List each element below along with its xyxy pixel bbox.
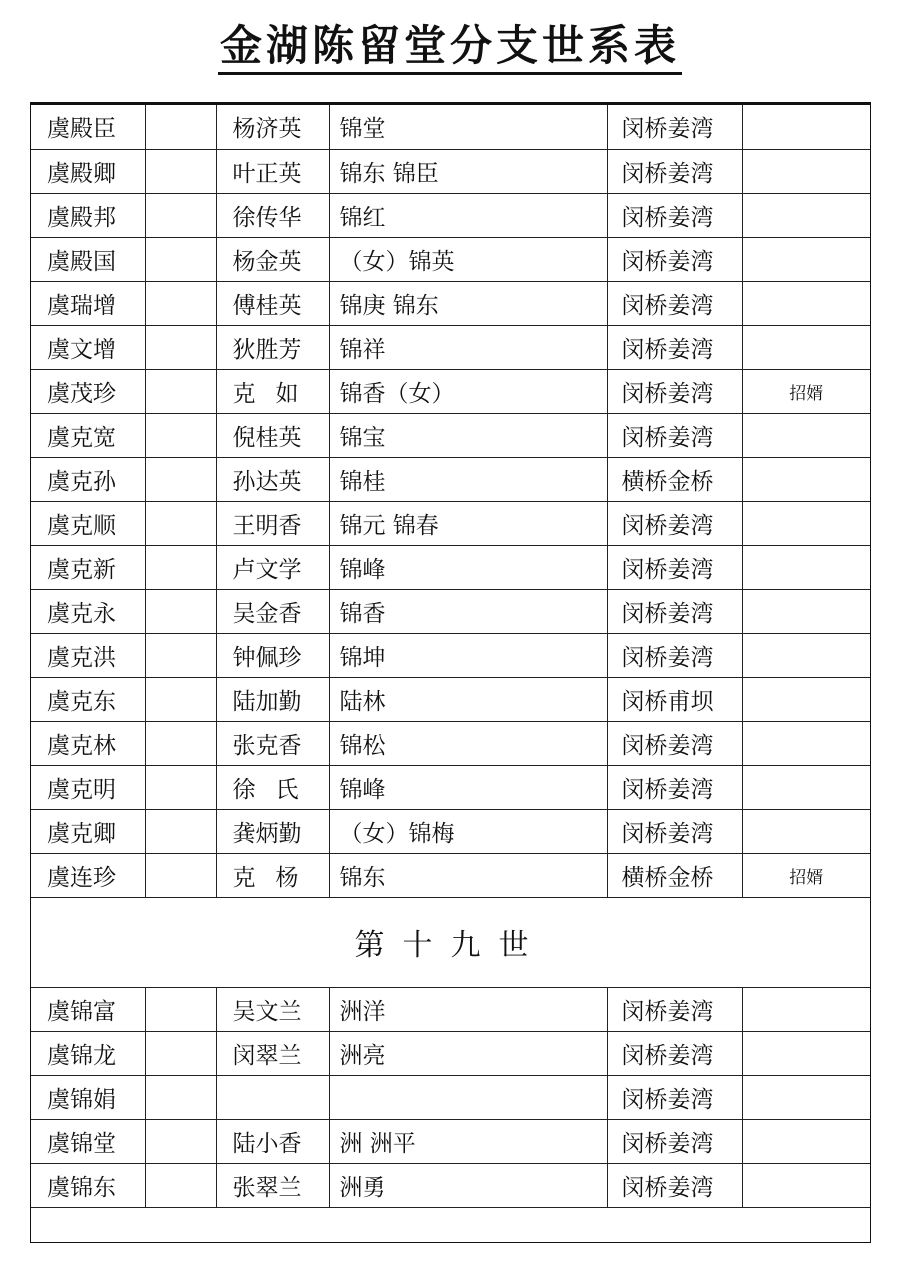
residence-cell: 闵桥姜湾 [607, 369, 742, 413]
member-name-cell: 虞克林 [31, 721, 145, 765]
children-cell: 锦坤 [329, 633, 607, 677]
member-name-cell: 虞殿邦 [31, 193, 145, 237]
spouse-name-cell: 张克香 [216, 721, 329, 765]
blank-cell [145, 1031, 216, 1075]
children-cell: 锦峰 [329, 545, 607, 589]
table-row [31, 987, 870, 1031]
blank-cell [145, 809, 216, 853]
member-name-cell: 虞锦龙 [31, 1031, 145, 1075]
blank-cell [145, 193, 216, 237]
table-row [31, 369, 870, 413]
page-title: 金湖陈留堂分支世系表 [218, 20, 682, 75]
table-row [31, 1163, 870, 1207]
blank-cell [145, 677, 216, 721]
spouse-name-cell: 王明香 [216, 501, 329, 545]
table-row [31, 1119, 870, 1163]
member-name-cell: 虞克新 [31, 545, 145, 589]
note-cell [742, 413, 870, 457]
table-row [31, 325, 870, 369]
residence-cell: 闵桥姜湾 [607, 1031, 742, 1075]
note-cell [742, 1119, 870, 1163]
blank-cell [145, 765, 216, 809]
blank-cell [145, 501, 216, 545]
residence-cell: 闵桥姜湾 [607, 987, 742, 1031]
spouse-name-cell [216, 1075, 329, 1119]
spouse-name-cell: 克如 [216, 369, 329, 413]
member-name-cell: 虞连珍 [31, 853, 145, 897]
member-name-cell: 虞锦娟 [31, 1075, 145, 1119]
children-cell: 锦宝 [329, 413, 607, 457]
residence-cell: 闵桥姜湾 [607, 237, 742, 281]
table-row [31, 765, 870, 809]
member-name-cell: 虞克东 [31, 677, 145, 721]
table-row [31, 105, 870, 149]
table-row [31, 721, 870, 765]
children-cell: 陆林 [329, 677, 607, 721]
residence-cell: 闵桥姜湾 [607, 149, 742, 193]
member-name-cell: 虞克宽 [31, 413, 145, 457]
page-title-wrap [0, 14, 900, 80]
residence-cell: 闵桥姜湾 [607, 1075, 742, 1119]
spouse-name-cell: 狄胜芳 [216, 325, 329, 369]
spouse-name-cell: 卢文学 [216, 545, 329, 589]
children-cell: 洲洋 [329, 987, 607, 1031]
spouse-name-cell: 叶正英 [216, 149, 329, 193]
children-cell: 洲 洲平 [329, 1119, 607, 1163]
member-name-cell: 虞锦富 [31, 987, 145, 1031]
note-cell [742, 1163, 870, 1207]
table-row [31, 809, 870, 853]
children-cell: 锦香（女） [329, 369, 607, 413]
children-cell [329, 1075, 607, 1119]
blank-cell [145, 237, 216, 281]
residence-cell: 闵桥姜湾 [607, 501, 742, 545]
note-cell [742, 1075, 870, 1119]
note-cell [742, 765, 870, 809]
blank-cell [145, 105, 216, 149]
genealogy-table-frame [30, 102, 871, 1243]
residence-cell: 闵桥姜湾 [607, 1163, 742, 1207]
blank-cell [145, 281, 216, 325]
note-cell: 招婿 [742, 369, 870, 413]
blank-cell [145, 325, 216, 369]
blank-cell [145, 1119, 216, 1163]
spouse-name-cell: 徐传华 [216, 193, 329, 237]
spouse-name-cell: 徐氏 [216, 765, 329, 809]
note-cell [742, 545, 870, 589]
note-cell [742, 325, 870, 369]
residence-cell: 闵桥甫坝 [607, 677, 742, 721]
blank-cell [145, 457, 216, 501]
children-cell: （女）锦英 [329, 237, 607, 281]
note-cell [742, 809, 870, 853]
children-cell: 锦红 [329, 193, 607, 237]
spouse-name-cell: 龚炳勤 [216, 809, 329, 853]
spouse-name-cell: 吴金香 [216, 589, 329, 633]
residence-cell: 闵桥姜湾 [607, 633, 742, 677]
spouse-name-cell: 孙达英 [216, 457, 329, 501]
note-cell [742, 987, 870, 1031]
residence-cell: 横桥金桥 [607, 853, 742, 897]
residence-cell: 闵桥姜湾 [607, 545, 742, 589]
note-cell [742, 633, 870, 677]
residence-cell: 闵桥姜湾 [607, 809, 742, 853]
table-body-18th [31, 105, 870, 897]
note-cell [742, 589, 870, 633]
member-name-cell: 虞克洪 [31, 633, 145, 677]
note-cell [742, 105, 870, 149]
residence-cell: 闵桥姜湾 [607, 721, 742, 765]
spouse-name-cell: 张翠兰 [216, 1163, 329, 1207]
genealogy-table [31, 105, 870, 1208]
spouse-name-cell: 吴文兰 [216, 987, 329, 1031]
note-cell [742, 457, 870, 501]
table-body-19th [31, 987, 870, 1207]
spouse-name-cell: 陆加勤 [216, 677, 329, 721]
children-cell: 洲亮 [329, 1031, 607, 1075]
member-name-cell: 虞茂珍 [31, 369, 145, 413]
member-name-cell: 虞殿国 [31, 237, 145, 281]
spouse-name-cell: 傅桂英 [216, 281, 329, 325]
table-row [31, 193, 870, 237]
note-cell [742, 677, 870, 721]
children-cell: 锦东 [329, 853, 607, 897]
blank-cell [145, 1163, 216, 1207]
table-generation-header [31, 897, 870, 987]
note-cell [742, 281, 870, 325]
blank-cell [145, 633, 216, 677]
member-name-cell: 虞克孙 [31, 457, 145, 501]
table-row [31, 589, 870, 633]
blank-cell [145, 413, 216, 457]
children-cell: 锦祥 [329, 325, 607, 369]
member-name-cell: 虞克明 [31, 765, 145, 809]
children-cell: 锦桂 [329, 457, 607, 501]
children-cell: 锦堂 [329, 105, 607, 149]
spouse-name-cell: 杨济英 [216, 105, 329, 149]
blank-cell [145, 987, 216, 1031]
table-row [31, 281, 870, 325]
spouse-name-cell: 陆小香 [216, 1119, 329, 1163]
table-row [31, 413, 870, 457]
member-name-cell: 虞锦堂 [31, 1119, 145, 1163]
blank-cell [145, 721, 216, 765]
note-cell [742, 501, 870, 545]
table-row [31, 457, 870, 501]
residence-cell: 闵桥姜湾 [607, 325, 742, 369]
member-name-cell: 虞克卿 [31, 809, 145, 853]
spouse-name-cell: 闵翠兰 [216, 1031, 329, 1075]
note-cell [742, 237, 870, 281]
blank-cell [145, 369, 216, 413]
spouse-name-cell: 杨金英 [216, 237, 329, 281]
table-row [31, 237, 870, 281]
note-cell [742, 1031, 870, 1075]
table-row [31, 545, 870, 589]
children-cell: 锦松 [329, 721, 607, 765]
table-row [31, 1031, 870, 1075]
spouse-name-cell: 倪桂英 [216, 413, 329, 457]
children-cell: 锦庚 锦东 [329, 281, 607, 325]
residence-cell: 闵桥姜湾 [607, 105, 742, 149]
children-cell: 锦香 [329, 589, 607, 633]
children-cell: 锦峰 [329, 765, 607, 809]
member-name-cell: 虞锦东 [31, 1163, 145, 1207]
residence-cell: 闵桥姜湾 [607, 193, 742, 237]
member-name-cell: 虞瑞增 [31, 281, 145, 325]
residence-cell: 闵桥姜湾 [607, 589, 742, 633]
residence-cell: 闵桥姜湾 [607, 413, 742, 457]
note-cell [742, 721, 870, 765]
blank-cell [145, 149, 216, 193]
table-row [31, 633, 870, 677]
blank-cell [145, 1075, 216, 1119]
children-cell: 锦元 锦春 [329, 501, 607, 545]
children-cell: 洲勇 [329, 1163, 607, 1207]
member-name-cell: 虞殿臣 [31, 105, 145, 149]
spouse-name-cell: 克杨 [216, 853, 329, 897]
spouse-name-cell: 钟佩珍 [216, 633, 329, 677]
residence-cell: 闵桥姜湾 [607, 1119, 742, 1163]
note-cell: 招婿 [742, 853, 870, 897]
blank-cell [145, 545, 216, 589]
table-row [31, 853, 870, 897]
member-name-cell: 虞文增 [31, 325, 145, 369]
table-row [31, 501, 870, 545]
member-name-cell: 虞殿卿 [31, 149, 145, 193]
generation-row [31, 897, 870, 987]
blank-cell [145, 589, 216, 633]
generation-label: 第十九世 [31, 897, 870, 987]
note-cell [742, 149, 870, 193]
residence-cell: 闵桥姜湾 [607, 765, 742, 809]
table-row [31, 149, 870, 193]
member-name-cell: 虞克顺 [31, 501, 145, 545]
residence-cell: 横桥金桥 [607, 457, 742, 501]
note-cell [742, 193, 870, 237]
member-name-cell: 虞克永 [31, 589, 145, 633]
table-row [31, 1075, 870, 1119]
children-cell: 锦东 锦臣 [329, 149, 607, 193]
residence-cell: 闵桥姜湾 [607, 281, 742, 325]
table-row [31, 677, 870, 721]
children-cell: （女）锦梅 [329, 809, 607, 853]
blank-cell [145, 853, 216, 897]
